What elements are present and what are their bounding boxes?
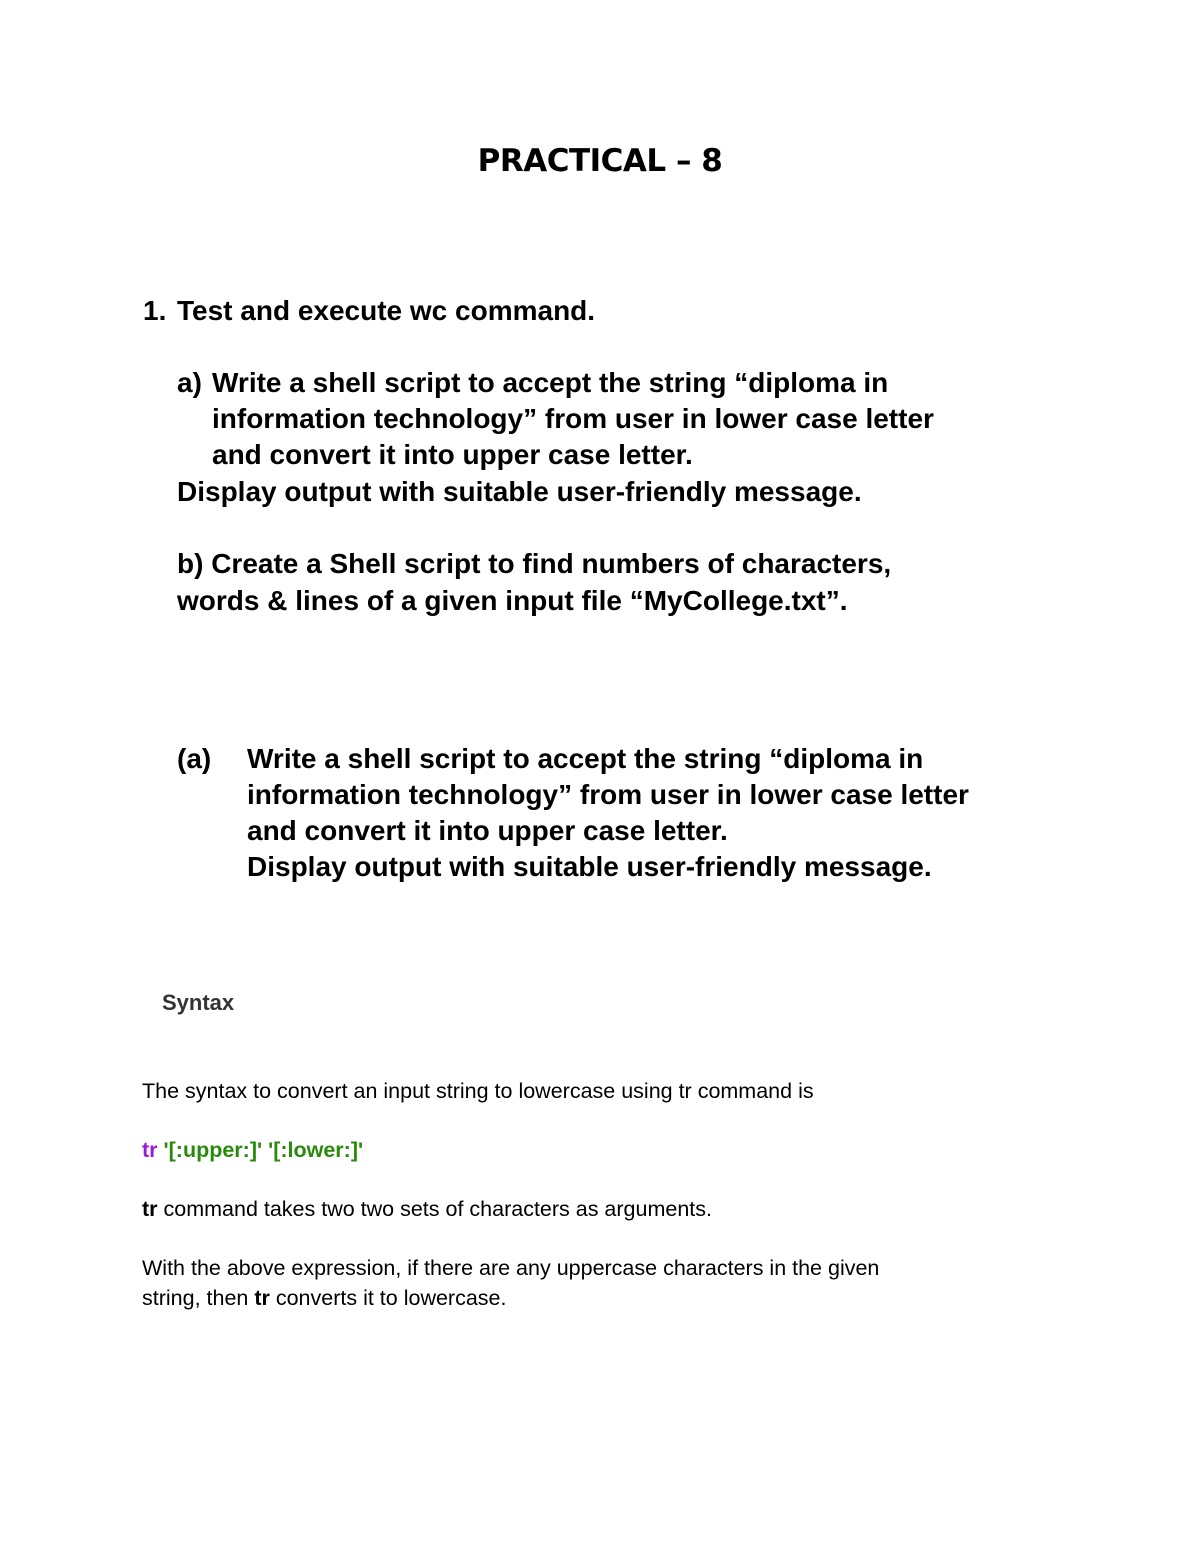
part-b-line1: b) Create a Shell script to find numbers of characters, — [177, 548, 892, 579]
answer-a-line2: information technology” from user in lower case letter — [247, 779, 969, 810]
code-arguments: '[:upper:]' '[:lower:]' — [163, 1138, 364, 1162]
explanation-line2-command: tr — [254, 1286, 270, 1310]
answer-a-label: (a) — [177, 743, 212, 774]
code-command: tr — [142, 1138, 158, 1162]
part-a-line4: Display output with suitable user-friendly message. — [177, 476, 862, 507]
syntax-intro: The syntax to convert an input string to lowercase using tr command is — [142, 1079, 814, 1103]
syntax-heading: Syntax — [162, 990, 235, 1015]
page-title: PRACTICAL – 8 — [477, 143, 723, 179]
explanation-line2-start: string, then — [142, 1286, 255, 1310]
answer-a-line1: Write a shell script to accept the string “diploma in — [247, 743, 924, 774]
explanation-line2-end: converts it to lowercase. — [269, 1286, 507, 1310]
answer-a-line4: Display output with suitable user-friendly message. — [247, 851, 932, 882]
part-b-line2: words & lines of a given input file “MyCollege.txt”. — [177, 585, 848, 616]
question-text: Test and execute wc command. — [177, 295, 596, 326]
explanation-line1: With the above expression, if there are any uppercase characters in the given — [142, 1256, 880, 1280]
tr-note-text: command takes two two sets of characters as arguments. — [157, 1197, 712, 1221]
part-a-line3: and convert it into upper case letter. — [212, 439, 693, 470]
tr-note-command: tr — [142, 1197, 158, 1221]
question-number: 1. — [143, 295, 167, 326]
part-a-line1: Write a shell script to accept the string “diploma in — [212, 367, 889, 398]
part-a-label: a) — [177, 367, 202, 398]
part-a-line2: information technology” from user in lower case letter — [212, 403, 934, 434]
answer-a-line3: and convert it into upper case letter. — [247, 815, 728, 846]
code-line — [142, 1135, 363, 1165]
explanation-line2 — [142, 1283, 506, 1313]
tr-note — [142, 1194, 712, 1224]
